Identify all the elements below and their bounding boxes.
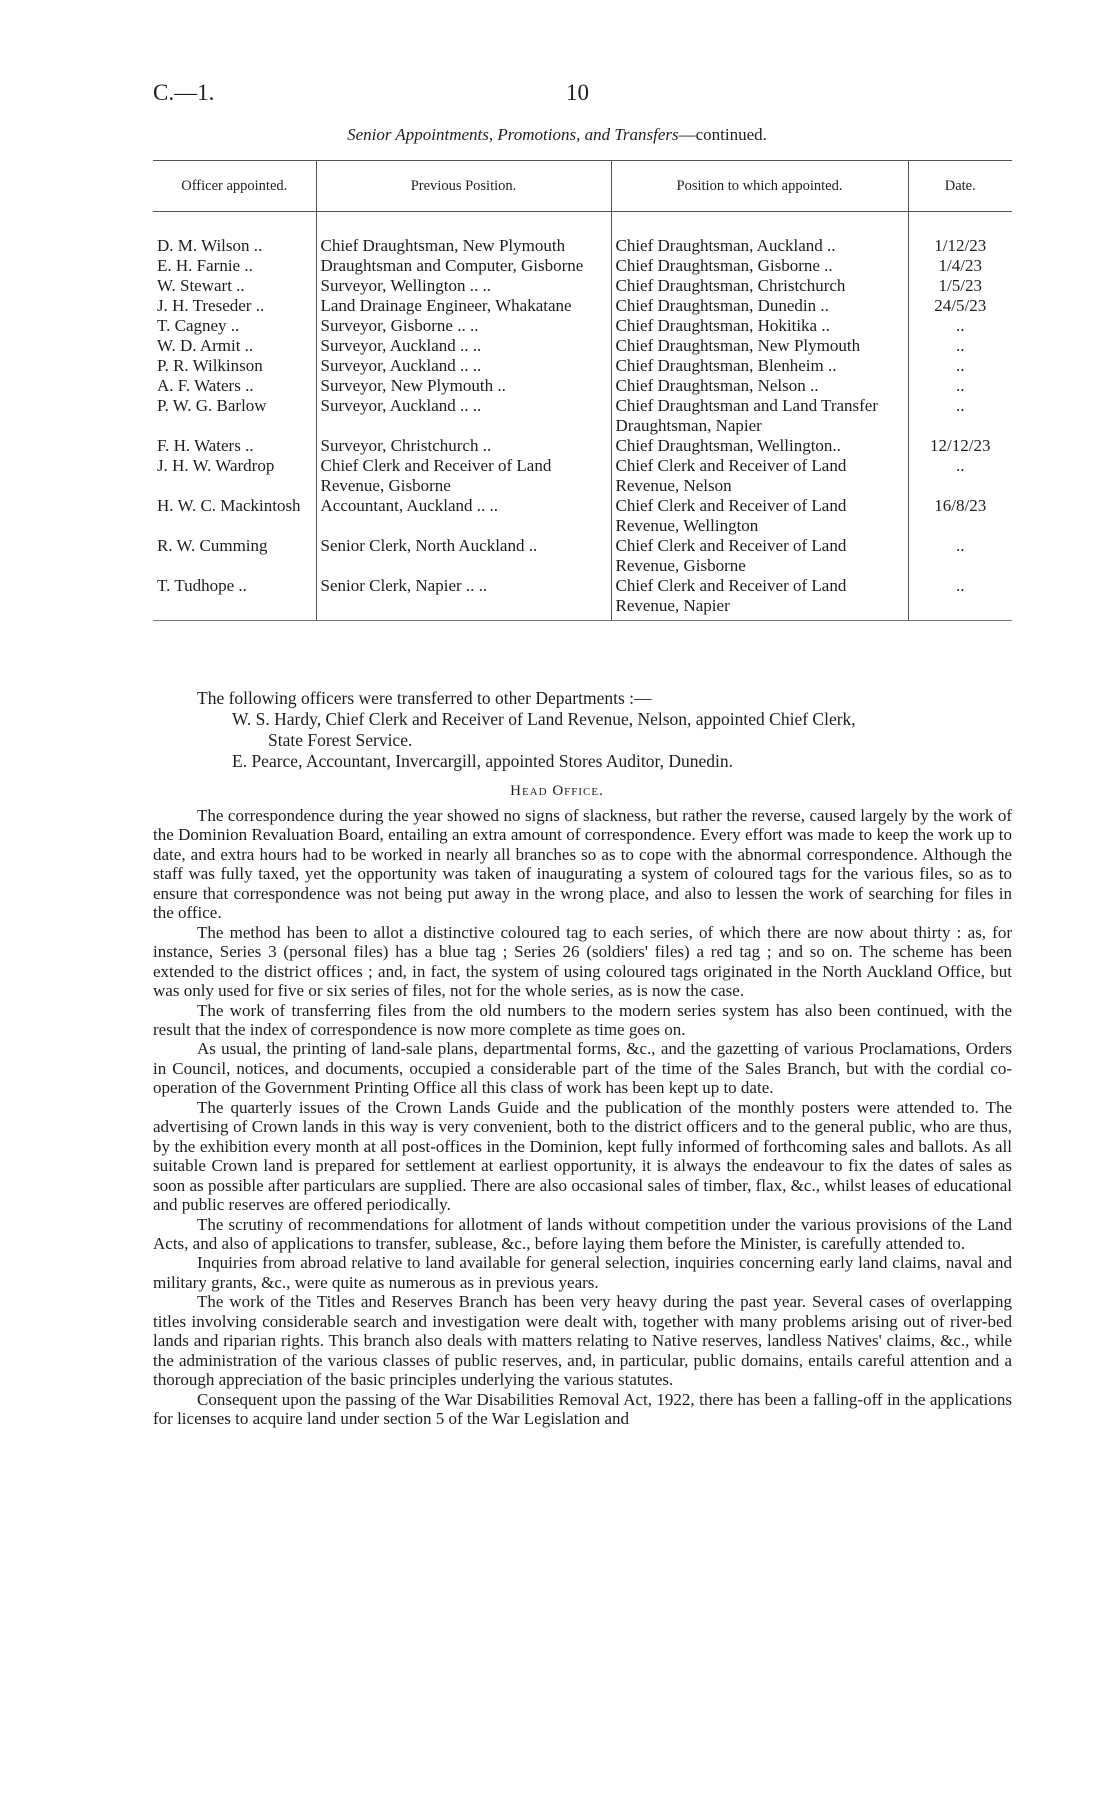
cell-officer: E. H. Farnie .. xyxy=(157,256,253,275)
cell-position: Chief Draughtsman, New Plymouth xyxy=(611,336,908,356)
paragraph: The method has been to allot a distinctive coloured tag to each series, of which there are now about thirty : as, for instance, Series 3 (personal files) has a blue tag ; Series 26 (soldiers' files) a red tag ; and so on. The scheme has been extended to the district offices ; and, in fact, the system of using coloured tags originated in the North Auckland Office, but was only used for five or six series of files, not for the whole series, as is now the case. xyxy=(153,922,1012,1001)
cell-previous: Surveyor, Christchurch .. xyxy=(316,436,611,456)
cell-officer: H. W. C. Mackintosh xyxy=(157,496,301,515)
cell-officer: A. F. Waters .. xyxy=(157,376,254,395)
paragraph: The scrutiny of recommendations for allotment of lands without competition under the various provisions of the Land Acts, and also of applications to transfer, sublease, &c., before laying them before the Minister, is carefully attended to. xyxy=(153,1214,1012,1253)
cell-date: .. xyxy=(908,316,1012,336)
paragraph: The quarterly issues of the Crown Lands Guide and the publication of the monthly posters were attended to. The advertising of Crown lands in this way is very convenient, both to the district officers and to the general public, who are thus, by the exhibition every month at all post-offices in the Dominion, kept fully informed of forthcoming sales and ballots. As all suitable Crown land is prepared for settlement at earliest opportunity, it is always the endeavour to fix the dates of sales as soon as possible after particulars are supplied. There are also occasional sales of timber, flax, &c., whilst leases of educational and public reserves are offered periodically. xyxy=(153,1097,1012,1215)
cell-date: 1/12/23 xyxy=(908,212,1012,257)
cell-previous: Surveyor, Auckland .. .. xyxy=(316,356,611,376)
cell-officer: W. D. Armit .. xyxy=(157,336,254,355)
cell-position: Chief Draughtsman, Wellington.. xyxy=(611,436,908,456)
col-header-previous: Previous Position. xyxy=(316,161,611,212)
col-header-officer: Officer appointed. xyxy=(153,161,316,212)
cell-date: 1/4/23 xyxy=(908,256,1012,276)
table-row xyxy=(153,436,1012,456)
table-row xyxy=(153,396,1012,436)
cell-date: 1/5/23 xyxy=(908,276,1012,296)
subtitle-continued: —continued. xyxy=(678,125,767,144)
cell-position: Chief Clerk and Receiver of Land Revenue, Gisborne xyxy=(611,536,908,576)
table-row xyxy=(153,296,1012,316)
cell-position: Chief Draughtsman, Hokitika .. xyxy=(611,316,908,336)
table-row xyxy=(153,536,1012,576)
cell-position: Chief Clerk and Receiver of Land Revenue, Napier xyxy=(611,576,908,621)
paragraph: The work of the Titles and Reserves Branch has been very heavy during the past year. Several cases of overlapping titles involving considerable search and investigation were dealt with, together with many problems arising out of river-bed lands and riparian rights. This branch also deals with matters relating to Native reserves, landless Natives' claims, &c., while the administration of the various classes of public reserves, and, in particular, public domains, entails careful attention and a thorough appreciation of the basic principles underlying the various statutes. xyxy=(153,1292,1012,1390)
table-row xyxy=(153,456,1012,496)
table-row xyxy=(153,356,1012,376)
cell-officer: J. H. Treseder .. xyxy=(157,296,265,315)
cell-officer: W. Stewart .. xyxy=(157,276,245,295)
cell-date: .. xyxy=(908,396,1012,436)
transfers-intro: The following officers were transferred to other Departments :— xyxy=(197,688,652,708)
appointments-table xyxy=(153,160,1012,621)
cell-officer: F. H. Waters .. xyxy=(157,436,254,455)
col-header-date: Date. xyxy=(908,161,1012,212)
cell-officer: R. W. Cumming xyxy=(157,536,268,555)
document-code: C.—1. xyxy=(153,80,215,105)
cell-position: Chief Draughtsman, Christchurch xyxy=(611,276,908,296)
cell-previous: Surveyor, Auckland .. .. xyxy=(316,336,611,356)
table-row xyxy=(153,336,1012,356)
cell-officer: T. Cagney .. xyxy=(157,316,240,335)
col-header-position: Position to which appointed. xyxy=(611,161,908,212)
cell-previous: Surveyor, Gisborne .. .. xyxy=(316,316,611,336)
cell-previous: Surveyor, New Plymouth .. xyxy=(316,376,611,396)
cell-officer: D. M. Wilson .. xyxy=(157,236,263,255)
cell-previous: Senior Clerk, North Auckland .. xyxy=(316,536,611,576)
cell-position: Chief Clerk and Receiver of Land Revenue, Nelson xyxy=(611,456,908,496)
paragraph: The correspondence during the year showed no signs of slackness, but rather the reverse, caused largely by the work of the Dominion Revaluation Board, entailing an extra amount of correspondence. Every effort was made to keep the work up to date, and extra hours had to be worked in nearly all branches so as to cope with the abnormal correspondence. Although the staff was fully taxed, yet the opportunity was taken of inaugurating a system of coloured tags for the various files, so as to ensure that correspondence was not being put away in the wrong place, and also to lessen the work of searching for files in the office. xyxy=(153,806,1012,923)
table-row xyxy=(153,212,1012,257)
cell-previous: Accountant, Auckland .. .. xyxy=(316,496,611,536)
page-number: 10 xyxy=(566,80,589,105)
cell-position: Chief Draughtsman and Land Transfer Draughtsman, Napier xyxy=(611,396,908,436)
table-row xyxy=(153,376,1012,396)
section-heading: Head Office. xyxy=(510,783,604,799)
paragraph: As usual, the printing of land-sale plans, departmental forms, &c., and the gazetting of various Proclamations, Orders in Council, notices, and documents, occupied a considerable part of the time of the Sales Branch, but with the cordial co-operation of the Government Printing Office all this class of work has been kept up to date. xyxy=(153,1039,1012,1098)
cell-date: 24/5/23 xyxy=(908,296,1012,316)
cell-date: .. xyxy=(908,456,1012,496)
cell-position: Chief Draughtsman, Gisborne .. xyxy=(611,256,908,276)
cell-date: .. xyxy=(908,356,1012,376)
table-row xyxy=(153,576,1012,621)
table-header-row xyxy=(153,161,1012,212)
cell-date: .. xyxy=(908,576,1012,621)
cell-position: Chief Clerk and Receiver of Land Revenue, Wellington xyxy=(611,496,908,536)
paragraph: The work of transferring files from the old numbers to the modern series system has also been continued, with the result that the index of correspondence is now more complete as time goes on. xyxy=(153,1000,1012,1039)
cell-position: Chief Draughtsman, Auckland .. xyxy=(611,212,908,257)
cell-previous: Chief Draughtsman, New Plymouth xyxy=(316,212,611,257)
cell-officer: T. Tudhope .. xyxy=(153,576,316,621)
paragraph: Consequent upon the passing of the War Disabilities Removal Act, 1922, there has been a falling-off in the applications for licenses to acquire land under section 5 of the War Legislation and xyxy=(153,1389,1012,1429)
cell-date: .. xyxy=(908,536,1012,576)
cell-date: .. xyxy=(908,376,1012,396)
cell-officer: P. W. G. Barlow xyxy=(157,396,267,415)
cell-previous: Draughtsman and Computer, Gisborne xyxy=(316,256,611,276)
transfer-pearce: E. Pearce, Accountant, Invercargill, appointed Stores Auditor, Dunedin. xyxy=(232,751,733,771)
cell-previous: Surveyor, Wellington .. .. xyxy=(316,276,611,296)
cell-date: 16/8/23 xyxy=(908,496,1012,536)
cell-previous: Land Drainage Engineer, Whakatane xyxy=(316,296,611,316)
cell-previous: Senior Clerk, Napier .. .. xyxy=(316,576,611,621)
table-row xyxy=(153,276,1012,296)
table-subtitle xyxy=(0,125,1114,145)
cell-position: Chief Draughtsman, Nelson .. xyxy=(611,376,908,396)
transfer-hardy-line2: State Forest Service. xyxy=(268,730,413,750)
cell-previous: Chief Clerk and Receiver of Land Revenue, Gisborne xyxy=(316,456,611,496)
cell-previous: Surveyor, Auckland .. .. xyxy=(316,396,611,436)
cell-position: Chief Draughtsman, Blenheim .. xyxy=(611,356,908,376)
transfer-hardy-line1: W. S. Hardy, Chief Clerk and Receiver of Land Revenue, Nelson, appointed Chief Clerk, xyxy=(232,709,856,729)
paragraph: Inquiries from abroad relative to land available for general selection, inquiries concerning early land claims, naval and military grants, &c., were quite as numerous as in previous years. xyxy=(153,1253,1012,1292)
subtitle-italic: Senior Appointments, Promotions, and Transfers xyxy=(347,125,679,144)
body-text xyxy=(153,806,1012,1429)
table-row xyxy=(153,256,1012,276)
table-row xyxy=(153,496,1012,536)
cell-date: .. xyxy=(908,336,1012,356)
cell-position: Chief Draughtsman, Dunedin .. xyxy=(611,296,908,316)
table-row xyxy=(153,316,1012,336)
cell-officer: J. H. W. Wardrop xyxy=(157,456,275,475)
cell-date: 12/12/23 xyxy=(908,436,1012,456)
cell-officer: P. R. Wilkinson xyxy=(157,356,263,375)
